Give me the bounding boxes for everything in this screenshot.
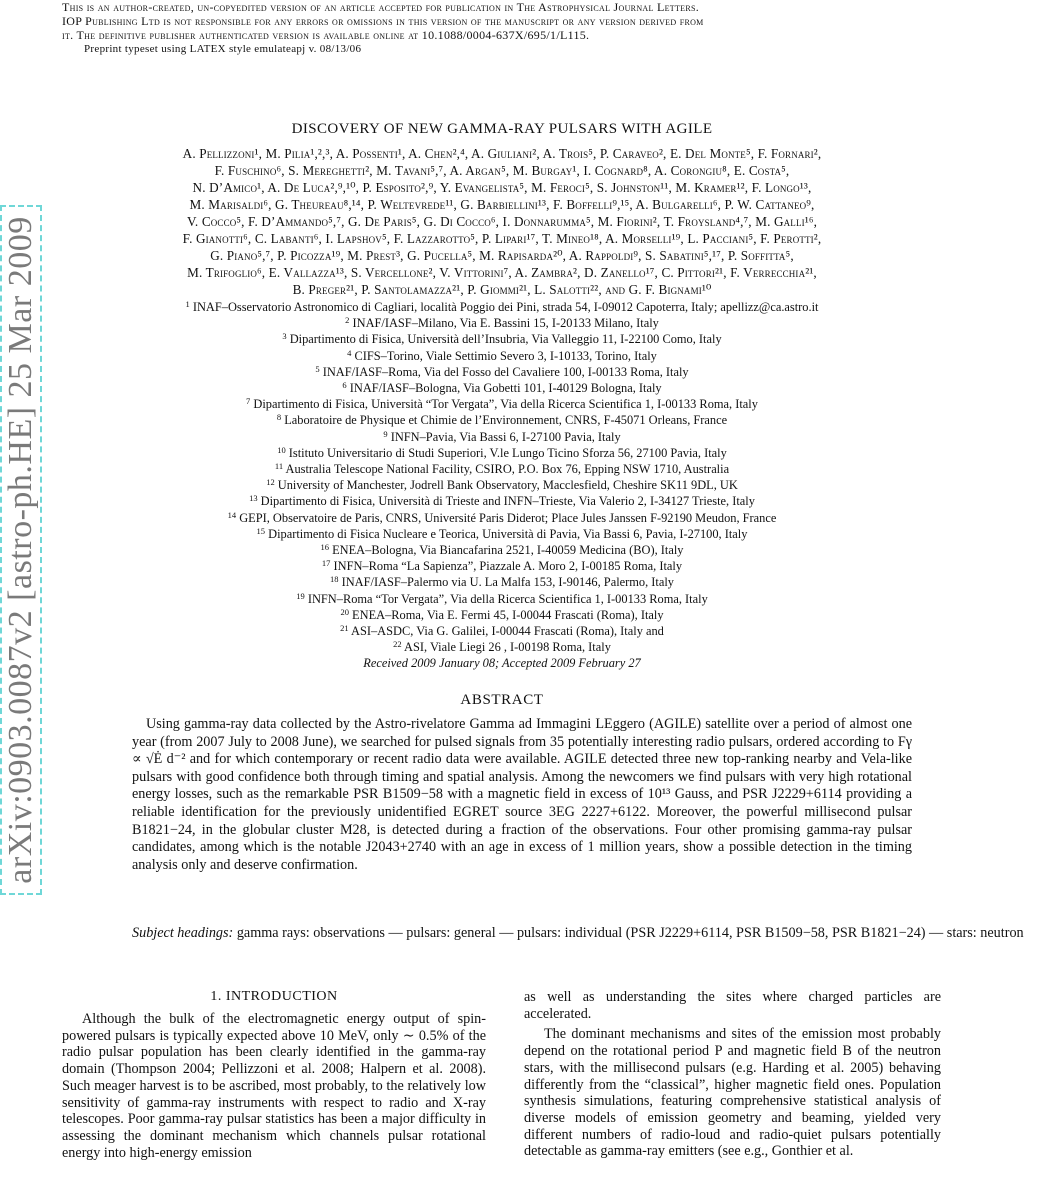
paper-title: DISCOVERY OF NEW GAMMA-RAY PULSARS WITH AGILE: [291, 121, 713, 137]
affiliation-line: [62, 510, 942, 526]
left-column: [62, 989, 486, 1161]
affiliation-line: [62, 315, 942, 331]
affiliation-text: Laboratoire de Physique et Chimie de l’Environnement, CNRS, F-45071 Orleans, France: [281, 413, 728, 428]
affiliation-number: 6: [342, 380, 347, 391]
affiliation-number: 2: [345, 315, 350, 326]
received-accepted-dates: Received 2009 January 08; Accepted 2009 February 27: [363, 656, 641, 671]
affiliation-text: ENEA–Roma, Via E. Fermi 45, I-00044 Frascati (Roma), Italy: [348, 607, 664, 622]
affiliation-number: 13: [249, 493, 258, 504]
author-line: M. Trifoglio⁶, E. Vallazza¹³, S. Vercellone², V. Vittorini⁷, A. Zambra², D. Zanello¹⁷, C. Pittori²¹, F. Verrecchia²¹,: [187, 265, 817, 280]
affiliation-number: 1: [185, 299, 190, 309]
subject-headings: [132, 925, 1040, 943]
affiliation-line: [62, 639, 942, 655]
affiliation-line: [62, 493, 942, 509]
author-list: [62, 145, 942, 298]
affiliation-number: 18: [329, 574, 339, 585]
affiliation-line: [62, 380, 942, 396]
affiliation-text: ASI, Viale Liegi 26 , I-00198 Roma, Italy: [401, 640, 611, 655]
affiliation-number: 4: [347, 347, 352, 358]
affiliation-text: CIFS–Torino, Viale Settimio Severo 3, I-10133, Torino, Italy: [351, 348, 657, 363]
affiliation-line: [62, 558, 942, 574]
intro-paragraph-2: The dominant mechanisms and sites of the emission most probably depend on the rotational period P and magnetic field B of the neutron stars, with the millisecond pulsars (e.g. Harding et al. 2005) behaving differently from the “classical”, higher magnetic field ones. Population synthesis simulations, featuring comprehensive statistical analysis of diverse models of emission geometry and beaming, yielded very different numbers of radio-loud and radio-quiet pulsars potentially detectable as gamma-ray emitters (see e.g., Gonthier et al.: [524, 1026, 941, 1160]
affiliation-text: Dipartimento di Fisica, Università dell’Insubria, Via Valleggio 11, I-22100 Como, Italy: [286, 332, 722, 347]
affiliation-line: [62, 412, 942, 428]
affiliation-text: University of Manchester, Jodrell Bank Observatory, Macclesfield, Cheshire SK11 9DL, UK: [274, 478, 738, 493]
affiliation-text: ENEA–Bologna, Via Biancafarina 2521, I-40059 Medicina (BO), Italy: [329, 543, 684, 558]
affiliation-number: 11: [274, 461, 284, 472]
arxiv-stamp: [0, 205, 42, 895]
affiliation-text: Dipartimento di Fisica Nucleare e Teorica, Università di Pavia, Via Bassi 6, Pavia, I-27100, Italy: [265, 526, 748, 541]
abstract-heading: ABSTRACT: [460, 692, 544, 708]
affiliation-line: [62, 477, 942, 493]
affiliation-text: Australia Telescope National Facility, CSIRO, P.O. Box 76, Epping NSW 1710, Australia: [283, 462, 730, 477]
affiliation-line: [62, 623, 942, 639]
affiliation-text: GEPI, Observatoire de Paris, CNRS, Université Paris Diderot; Place Jules Janssen F-92190 Meudon, France: [236, 510, 777, 525]
affiliation-number: 20: [340, 606, 349, 617]
arxiv-identifier: arXiv:0903.0087v2 [astro-ph.HE] 25 Mar 2009: [2, 216, 39, 884]
author-line: N. D’Amico¹, A. De Luca²,⁹,¹⁰, P. Esposito²,⁹, Y. Evangelista⁵, M. Feroci⁵, S. Johnston¹¹, M. Kramer¹², F. Longo¹³,: [192, 180, 812, 195]
author-line: F. Gianotti⁶, C. Labanti⁶, I. Lapshov⁵, F. Lazzarotto⁵, P. Lipari¹⁷, T. Mineo¹⁸, A. Morselli¹⁹, L. Pacciani⁵, F. Perotti²,: [182, 231, 822, 246]
affiliation-text: INAF/IASF–Bologna, Via Gobetti 101, I-40129 Bologna, Italy: [346, 381, 662, 396]
affiliation-line: [62, 542, 942, 558]
affiliation-line: [62, 591, 942, 607]
affiliation-list: [62, 299, 942, 672]
intro-paragraph-continued: as well as understanding the sites where charged particles are accelerated.: [524, 989, 941, 1022]
affiliation-line: [62, 429, 942, 445]
affiliation-text: INAF/IASF–Milano, Via E. Bassini 15, I-20133 Milano, Italy: [349, 316, 659, 331]
author-line: G. Piano⁵,⁷, P. Picozza¹⁹, M. Prest³, G. Pucella⁵, M. Rapisarda²⁰, A. Rappoldi⁹, S. Sabatini⁵,¹⁷, P. Soffitta⁵,: [210, 248, 794, 263]
author-line: V. Cocco⁵, F. D’Ammando⁵,⁷, G. De Paris⁵, G. Di Cocco⁶, I. Donnarumma⁵, M. Fiorini², T. Froysland⁴,⁷, M. Galli¹⁶,: [186, 214, 818, 229]
author-line: B. Preger²¹, P. Santolamazza²¹, P. Giommi²¹, L. Salotti²², and G. F. Bignami¹⁰: [292, 282, 712, 297]
affiliation-line: [62, 348, 942, 364]
affiliation-number: 15: [256, 525, 266, 536]
preamble-line-1: This is an author-created, un-copyedited version of an article accepted for publication in The Astrophysical Journal Letters.: [62, 0, 700, 14]
affiliation-text: INAF/IASF–Palermo via U. La Malfa 153, I-90146, Palermo, Italy: [338, 575, 675, 590]
affiliation-line: [62, 607, 942, 623]
right-column: [524, 989, 941, 1160]
affiliation-text: INFN–Roma “La Sapienza”, Piazzale A. Moro 2, I-00185 Roma, Italy: [330, 559, 683, 574]
affiliation-line: [62, 574, 942, 590]
affiliation-text: INFN–Roma “Tor Vergata”, Via della Ricerca Scientifica 1, I-00133 Roma, Italy: [304, 591, 708, 606]
affiliation-number: 5: [315, 363, 320, 374]
affiliation-text: INAF–Osservatorio Astronomico di Cagliari, località Poggio dei Pini, strada 54, I-09012 Capoterra, Italy; apellizz@ca.astro.it: [189, 300, 819, 314]
affiliation-line: [62, 396, 942, 412]
intro-paragraph-1: Although the bulk of the electromagnetic energy output of spin-powered pulsars is typically expected above 10 MeV, only ∼ 0.5% of the radio pulsar population has been clearly identified in the gamma-ray domain (Thompson 2004; Pellizzoni et al. 2008; Halpern et al. 2008). Such meager harvest is to be ascribed, most probably, to the relatively low sensitivity of gamma-ray instruments with respect to radio and X-ray telescopes. Poor gamma-ray pulsar statistics has been a major difficulty in assessing the dominant mechanism which channels pulsar rotational energy into high-energy emission: [62, 1011, 486, 1161]
affiliation-line: [62, 331, 942, 347]
affiliation-text: INFN–Pavia, Via Bassi 6, I-27100 Pavia, Italy: [387, 429, 621, 444]
affiliation-text: INAF/IASF–Roma, Via del Fosso del Cavaliere 100, I-00133 Roma, Italy: [319, 364, 689, 379]
preamble-line-2: IOP Publishing Ltd is not responsible for any errors or omissions in this version of the manuscript or any version derived from: [62, 14, 704, 28]
preamble: [62, 0, 922, 56]
affiliation-line: [62, 461, 942, 477]
affiliation-line: [62, 526, 942, 542]
typeset-note: Preprint typeset using LATEX style emulateapj v. 08/13/06: [84, 43, 362, 55]
affiliation-number: 21: [340, 623, 349, 634]
author-line: F. Fuschino⁶, S. Mereghetti², M. Tavani⁵,⁷, A. Argan⁵, M. Burgay¹, I. Cognard⁸, A. Corongiu⁸, E. Costa⁵,: [214, 163, 790, 178]
affiliation-number: 9: [383, 428, 388, 439]
author-line: A. Pellizzoni¹, M. Pilia¹,²,³, A. Possenti¹, A. Chen²,⁴, A. Giuliani², A. Trois⁵, P. Caraveo², E. Del Monte⁵, F. Fornari²,: [182, 146, 822, 161]
subject-headings-text: gamma rays: observations — pulsars: general — pulsars: individual (PSR J2229+6114, PSR B1509−58, PSR B1821−24) — stars: neutron: [236, 925, 1024, 941]
affiliation-line: [62, 364, 942, 380]
author-line: M. Marisaldi⁶, G. Theureau⁸,¹⁴, P. Weltevrede¹¹, G. Barbiellini¹³, F. Boffelli⁹,¹⁵, A. Bulgarelli⁶, P. W. Cattaneo⁹,: [189, 197, 815, 212]
affiliation-number: 16: [320, 542, 329, 553]
affiliation-number: 3: [282, 331, 287, 342]
subject-headings-label: Subject headings:: [132, 925, 234, 941]
affiliation-text: Istituto Universitario di Studi Superiori, V.le Lungo Ticino Sforza 56, 27100 Pavia, Italy: [285, 445, 727, 460]
affiliation-number: 14: [227, 509, 237, 520]
affiliation-line: [62, 299, 942, 315]
affiliation-text: Dipartimento di Fisica, Università di Trieste and INFN–Trieste, Via Valerio 2, I-34127 Trieste, Italy: [257, 494, 755, 509]
affiliation-text: Dipartimento di Fisica, Università “Tor Vergata”, Via della Ricerca Scientifica 1, I-00133 Roma, Italy: [250, 397, 758, 412]
preamble-line-3: it. The definitive publisher authenticated version is available online at 10.1088/0004-637X/695/1/L115.: [62, 28, 590, 42]
affiliation-number: 10: [277, 444, 286, 455]
affiliation-text: ASI–ASDC, Via G. Galilei, I-00044 Frascati (Roma), Italy and: [348, 624, 664, 639]
affiliation-line: [62, 445, 942, 461]
affiliation-number: 19: [296, 590, 305, 601]
affiliation-number: 17: [321, 558, 331, 569]
abstract-body: Using gamma-ray data collected by the Astro-rivelatore Gamma ad Immagini LEggero (AGILE) satellite over a period of almost one year (from 2007 July to 2008 June), we searched for pulsed signals from 35 potentially interesting radio pulsars, ordered according to Fγ ∝ √Ė d⁻² and for which contemporary or recent radio data were available. AGILE detected three new top-ranking nearby and Vela-like pulsars with good confidence both through timing and spatial analysis. Among the newcomers we find pulsars with very high rotational energy losses, such as the remarkable PSR B1509−58 with a magnetic field in excess of 10¹³ Gauss, and PSR J2229+6114 providing a reliable identification for the previously unidentified EGRET source 3EG 2227+6122. Moreover, the powerful millisecond pulsar B1821−24, in the globular cluster M28, is detected during a fraction of the observations. Four other promising gamma-ray pulsar candidates, among which is the notable J2043+2740 with an age in excess of 1 million years, show a possible detection in the timing analysis only and deserve confirmation.: [132, 716, 912, 873]
affiliation-number: 8: [276, 412, 282, 423]
affiliation-number: 12: [266, 477, 275, 488]
affiliation-number: 7: [246, 396, 251, 407]
section-heading-introduction: 1. INTRODUCTION: [210, 989, 338, 1004]
affiliation-number: 22: [393, 639, 402, 650]
